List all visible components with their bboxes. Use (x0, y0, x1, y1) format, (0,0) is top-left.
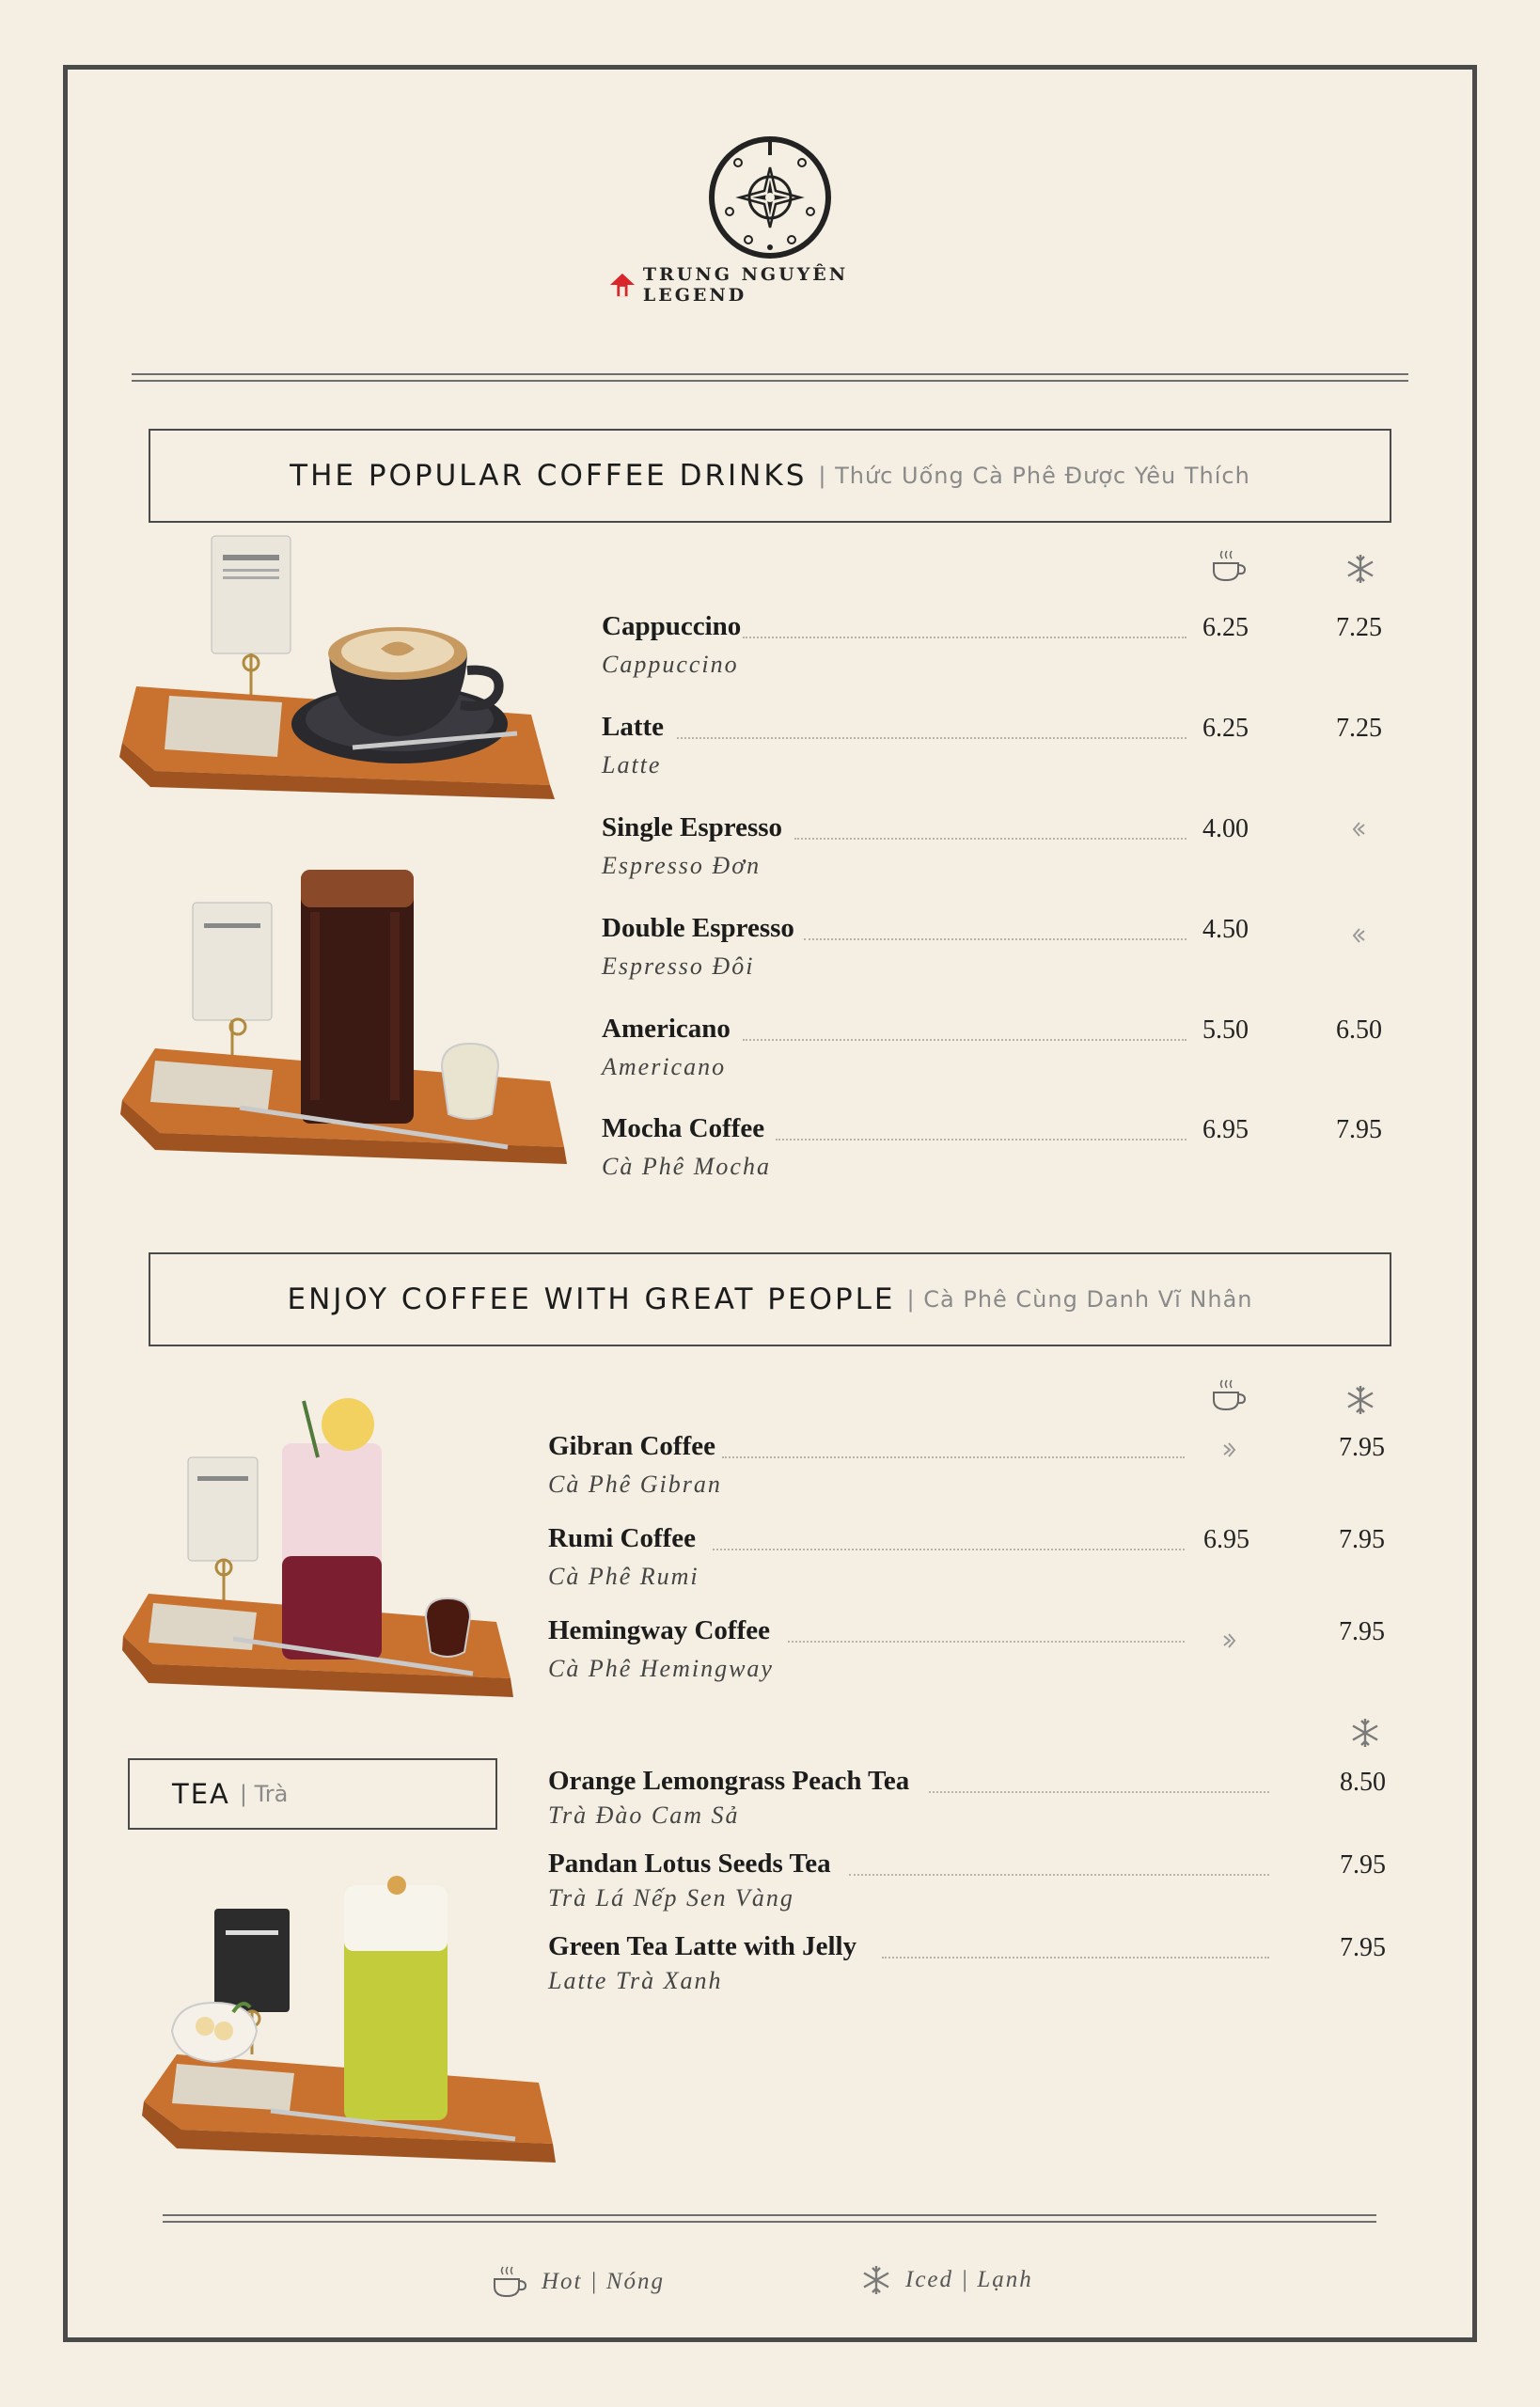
item-name: Hemingway Coffee (548, 1615, 776, 1646)
diamond-dash-icon (1219, 1440, 1238, 1459)
item-subtitle: Espresso Đơn (602, 852, 762, 879)
menu-item-hemingway[interactable] (548, 1615, 1185, 1700)
section-subtitle: | Cà Phê Cùng Danh Vĩ Nhân (906, 1286, 1253, 1313)
hot-cup-icon (491, 2264, 528, 2300)
diamond-dash-icon (1219, 1631, 1238, 1650)
diamond-dash-icon (1350, 820, 1369, 839)
item-name: Green Tea Latte with Jelly (548, 1931, 862, 1962)
gibran-coffee-photo (120, 1387, 515, 1707)
menu-item-cappuccino[interactable] (602, 611, 1186, 696)
brand-name: TRUNG NGUYÊN LEGEND (642, 264, 849, 306)
americano-photo (118, 865, 569, 1194)
snowflake-icon (860, 2264, 892, 2296)
footer-divider (163, 2214, 1376, 2223)
iced-price: 7.95 (1336, 1115, 1382, 1144)
item-name: Pandan Lotus Seeds Tea (548, 1849, 837, 1880)
section-title: THE POPULAR COFFEE DRINKS (290, 459, 808, 493)
item-subtitle: Trà Lá Nếp Sen Vàng (548, 1884, 794, 1911)
item-subtitle: Cappuccino (602, 651, 739, 678)
item-name: Latte (602, 712, 669, 743)
tea-price: 7.95 (1340, 1933, 1386, 1962)
snowflake-icon (1349, 1717, 1381, 1749)
section-title: ENJOY COFFEE WITH GREAT PEOPLE (287, 1282, 896, 1316)
section-subtitle: | Trà (239, 1781, 289, 1807)
tea-price: 7.95 (1340, 1850, 1386, 1880)
menu-item-americano[interactable] (602, 1014, 1186, 1098)
iced-price: 6.50 (1336, 1015, 1382, 1045)
hot-price: 5.50 (1202, 1015, 1249, 1045)
item-subtitle: Trà Đào Cam Sả (548, 1801, 740, 1829)
menu-item-latte[interactable] (602, 712, 1186, 796)
item-name: Single Espresso (602, 812, 788, 843)
item-name: Cappuccino (602, 611, 746, 642)
item-subtitle: Latte (602, 751, 662, 779)
brand-wordmark (609, 264, 938, 306)
item-name: Rumi Coffee (548, 1523, 701, 1554)
iced-price: 7.95 (1339, 1617, 1385, 1646)
iced-price: 7.95 (1339, 1525, 1385, 1554)
snowflake-icon (1344, 553, 1376, 585)
item-subtitle: Cà Phê Rumi (548, 1563, 699, 1590)
menu-item-green-tea-latte-jelly[interactable] (548, 1931, 1269, 2006)
menu-item-rumi[interactable] (548, 1523, 1185, 1608)
menu-item-pandan-lotus-seeds-tea[interactable] (548, 1849, 1269, 1924)
diamond-dash-icon (1350, 926, 1369, 945)
menu-item-orange-lemongrass-peach-tea[interactable] (548, 1766, 1269, 1841)
item-subtitle: Cà Phê Hemingway (548, 1655, 774, 1682)
item-subtitle: Espresso Đôi (602, 952, 755, 980)
menu-item-gibran[interactable] (548, 1431, 1185, 1516)
hot-price: 6.25 (1202, 613, 1249, 642)
item-name: Americano (602, 1014, 736, 1045)
item-name: Gibran Coffee (548, 1431, 721, 1462)
item-name: Mocha Coffee (602, 1113, 770, 1144)
hot-cup-icon (1210, 548, 1248, 584)
legend-hot (491, 2264, 665, 2300)
menu-item-mocha[interactable] (602, 1113, 1186, 1198)
tea-price: 8.50 (1340, 1768, 1386, 1797)
item-name: Double Espresso (602, 913, 800, 944)
section-tea-header (128, 1758, 497, 1830)
legend-iced (860, 2264, 1033, 2296)
brand-logo-icon (707, 134, 833, 260)
hot-price: 4.00 (1202, 814, 1249, 843)
iced-price: 7.25 (1336, 613, 1382, 642)
hot-cup-icon (1210, 1377, 1248, 1413)
item-subtitle: Latte Trà Xanh (548, 1967, 723, 1994)
snowflake-icon (1344, 1384, 1376, 1416)
section-great-people-header (149, 1252, 1391, 1346)
section-subtitle: | Thức Uống Cà Phê Được Yêu Thích (818, 463, 1250, 489)
legend-hot-label: Hot | Nóng (542, 2269, 666, 2294)
hot-price: 6.95 (1202, 1115, 1249, 1144)
menu-item-single-espresso[interactable] (602, 812, 1186, 897)
header-divider (132, 373, 1408, 382)
item-name: Orange Lemongrass Peach Tea (548, 1766, 915, 1797)
iced-price: 7.95 (1339, 1433, 1385, 1462)
menu-item-double-espresso[interactable] (602, 913, 1186, 998)
iced-price: 7.25 (1336, 714, 1382, 743)
section-popular-header (149, 429, 1391, 523)
hot-price: 6.25 (1202, 714, 1249, 743)
legend-iced-label: Iced | Lạnh (905, 2267, 1033, 2292)
hot-price: 4.50 (1202, 915, 1249, 944)
item-subtitle: Americano (602, 1053, 727, 1080)
hot-price: 6.95 (1203, 1525, 1249, 1554)
brand-arrow-icon (609, 272, 636, 298)
item-subtitle: Cà Phê Gibran (548, 1471, 722, 1498)
cappuccino-photo (118, 531, 569, 823)
section-title: TEA (172, 1778, 230, 1810)
green-tea-latte-photo (139, 1876, 562, 2186)
item-subtitle: Cà Phê Mocha (602, 1153, 771, 1180)
